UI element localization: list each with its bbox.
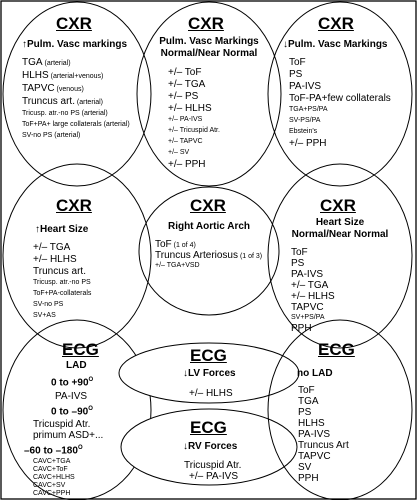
list-item (168, 80, 205, 90)
list-item (289, 106, 328, 113)
item-text: ToF (298, 385, 315, 396)
list-item (289, 94, 391, 104)
item-note: (arterial) (42, 60, 71, 67)
panel-title: CXR (318, 14, 354, 33)
list-item (155, 251, 262, 261)
item-text: PS (298, 407, 312, 418)
list-item (33, 490, 70, 497)
panel-subtitle: no LAD (297, 368, 333, 379)
item-text: +/– HLHS (33, 254, 77, 265)
panel-subtitle: Pulm. Vasc Markings (159, 36, 259, 47)
item-text: SV-no PS (22, 132, 53, 139)
item-text: Tricusp. atr.-no PS (33, 279, 91, 286)
item-note: (venous) (54, 86, 84, 93)
item-text: TGA (22, 57, 43, 68)
list-item (168, 116, 202, 123)
list-item (298, 452, 331, 462)
list-item (168, 149, 189, 156)
panel-title: CXR (190, 196, 226, 215)
item-note: (1 of 4) (171, 242, 196, 249)
item-text: CAVC+SV (33, 482, 66, 489)
item-text: ToF (155, 239, 172, 250)
item-text: CAVC+PPH (33, 490, 71, 497)
item-text: +/– TGA (291, 280, 329, 291)
list-item (189, 389, 233, 399)
list-item (33, 474, 75, 481)
item-text: TAPVC (22, 83, 55, 94)
list-item (291, 314, 325, 321)
list-item (33, 466, 68, 473)
item-text: +/– TGA+VSD (155, 262, 200, 269)
list-item (291, 248, 308, 258)
list-item (298, 397, 319, 407)
item-note: (arterial+venous) (48, 73, 104, 80)
item-text: PA-IVS (298, 429, 331, 440)
list-item (33, 279, 91, 286)
item-text: +/– PA-IVS (189, 471, 239, 482)
item-text: +/– SV (168, 149, 190, 156)
list-item (289, 139, 327, 149)
list-item (291, 303, 324, 313)
list-item (168, 92, 198, 102)
arrow-down-icon: ↓ (183, 368, 188, 379)
item-text: PPH (291, 323, 312, 334)
item-text: +/– PS (168, 91, 199, 102)
item-text: PS (289, 69, 303, 80)
item-text: +/– PA-IVS (168, 116, 203, 123)
panel-title: ECG (318, 340, 355, 359)
item-text: CAVC+ToF (33, 466, 68, 473)
list-item (155, 262, 200, 269)
axis-range: 0 to $-90^O$ (51, 406, 93, 418)
item-text: Truncus art. (33, 266, 86, 277)
list-item (298, 386, 315, 396)
arrow-down-icon: ↓ (183, 441, 188, 452)
list-item (33, 243, 70, 253)
list-item (291, 292, 335, 302)
item-text: +/– PPH (289, 138, 327, 149)
item-text: ToF+PA-collaterals (33, 290, 92, 297)
list-item (168, 104, 212, 114)
panel-title: ECG (62, 340, 99, 359)
item-note: (arterial) (101, 121, 130, 128)
panel-subtitle: ↓LV Forces (183, 368, 236, 379)
panel-title: CXR (188, 14, 224, 33)
list-item (22, 110, 108, 117)
item-text: +/– HLHS (291, 291, 335, 302)
list-item (298, 463, 311, 473)
item-text: TGA (298, 396, 319, 407)
list-item (298, 430, 330, 440)
list-item (33, 482, 65, 489)
item-text: ToF (289, 57, 306, 68)
axis-range: –60 to $-180^O$ (24, 445, 83, 457)
list-item (22, 121, 130, 128)
list-item (289, 70, 302, 80)
arrow-up-icon: ↑ (35, 224, 40, 235)
list-item (291, 281, 328, 291)
list-item (33, 301, 63, 308)
list-item (22, 84, 84, 94)
item-text: +/– TGA (33, 242, 71, 253)
list-item (155, 240, 196, 250)
item-text: Truncus Art (298, 440, 349, 451)
item-text: Tricusp. atr.-no PS (22, 110, 80, 117)
list-item (168, 160, 206, 170)
item-note: (arterial) (52, 132, 81, 139)
item-text: Tricuspid Atr. (184, 460, 242, 471)
item-text: +/– HLHS (168, 103, 212, 114)
item-note: (arterial) (74, 99, 103, 106)
item-text: SV (298, 462, 312, 473)
panel-subtitle: ↑Pulm. Vasc markings (22, 39, 128, 50)
item-text: Ebstein's (289, 128, 318, 135)
list-item: PA-IVS (55, 391, 88, 402)
item-text: +/– PPH (168, 159, 206, 170)
list-item (33, 290, 91, 297)
list-item (289, 82, 321, 92)
list-item (22, 71, 103, 81)
axis-range: 0 to $+90^O$ (51, 377, 94, 389)
panel-title: ECG (190, 418, 227, 437)
panel-subtitle: Normal/Near Normal (291, 229, 389, 240)
panel-title: CXR (56, 196, 92, 215)
item-text: SV+PS/PA (291, 314, 325, 321)
item-text: CAVC+HLHS (33, 474, 75, 481)
item-text: ToF-PA+few collaterals (289, 93, 391, 104)
list-item (33, 267, 86, 277)
panel-subtitle: Right Aortic Arch (167, 221, 251, 232)
list-item (168, 138, 203, 145)
panel-title: CXR (56, 14, 92, 33)
list-item (289, 117, 320, 124)
list-item (189, 472, 238, 482)
item-text: HLHS (22, 70, 49, 81)
item-text: +/– TAPVC (168, 138, 203, 145)
item-note: (1 of 3) (238, 253, 263, 260)
item-text: CAVC+TGA (33, 458, 71, 465)
list-item (291, 270, 323, 280)
list-item (289, 128, 317, 135)
item-text: PA-IVS (291, 269, 324, 280)
list-item (298, 474, 319, 484)
list-item (33, 312, 56, 319)
panel-subtitle: ↓RV Forces (183, 441, 238, 452)
list-item: primum ASD+... (33, 430, 104, 441)
item-text: Truncus Arteriosus (155, 250, 238, 261)
list-item (168, 68, 201, 78)
arrow-down-icon: ↓ (283, 39, 288, 50)
panel-title: CXR (320, 196, 356, 215)
list-item (33, 458, 70, 465)
item-text: TGA+PS/PA (289, 106, 328, 113)
panel-subtitle: ↓Pulm. Vasc Markings (283, 39, 388, 50)
panel-title: ECG (190, 346, 227, 365)
item-text: +/– HLHS (189, 388, 233, 399)
item-text: HLHS (298, 418, 325, 429)
item-note: (arterial) (79, 110, 108, 117)
item-text: +/– ToF (168, 67, 202, 78)
list-item (22, 58, 71, 68)
item-text: SV-PS/PA (289, 117, 321, 124)
list-item: Tricuspid Atr. (33, 419, 91, 430)
item-text: TAPVC (298, 451, 331, 462)
list-item (298, 408, 311, 418)
panel-subtitle: LAD (66, 360, 87, 371)
item-text: SV-no PS (33, 301, 64, 308)
item-text: PS (291, 258, 305, 269)
list-item (289, 58, 306, 68)
list-item (22, 97, 103, 107)
item-text: ToF+PA+ large collaterals (22, 121, 102, 128)
list-item (184, 461, 241, 471)
item-text: +/– TGA (168, 79, 206, 90)
item-text: PPH (298, 473, 319, 484)
list-item (298, 441, 349, 451)
item-text: Truncus art. (22, 96, 75, 107)
item-text: +/– Tricuspid Atr. (168, 127, 220, 134)
list-item (168, 127, 220, 134)
item-text: TAPVC (291, 302, 324, 313)
arrow-up-icon: ↑ (22, 39, 27, 50)
list-item (33, 255, 77, 265)
list-item (22, 132, 80, 139)
item-text: PA-IVS (289, 81, 322, 92)
list-item (291, 324, 312, 334)
panel-subtitle: ↑Heart Size (35, 224, 89, 235)
item-text: SV+AS (33, 312, 56, 319)
panel-subtitle: Heart Size (315, 217, 365, 228)
item-text: ToF (291, 247, 308, 258)
panel-subtitle: Normal/Near Normal (160, 48, 258, 59)
list-item (291, 259, 304, 269)
list-item (298, 419, 325, 429)
